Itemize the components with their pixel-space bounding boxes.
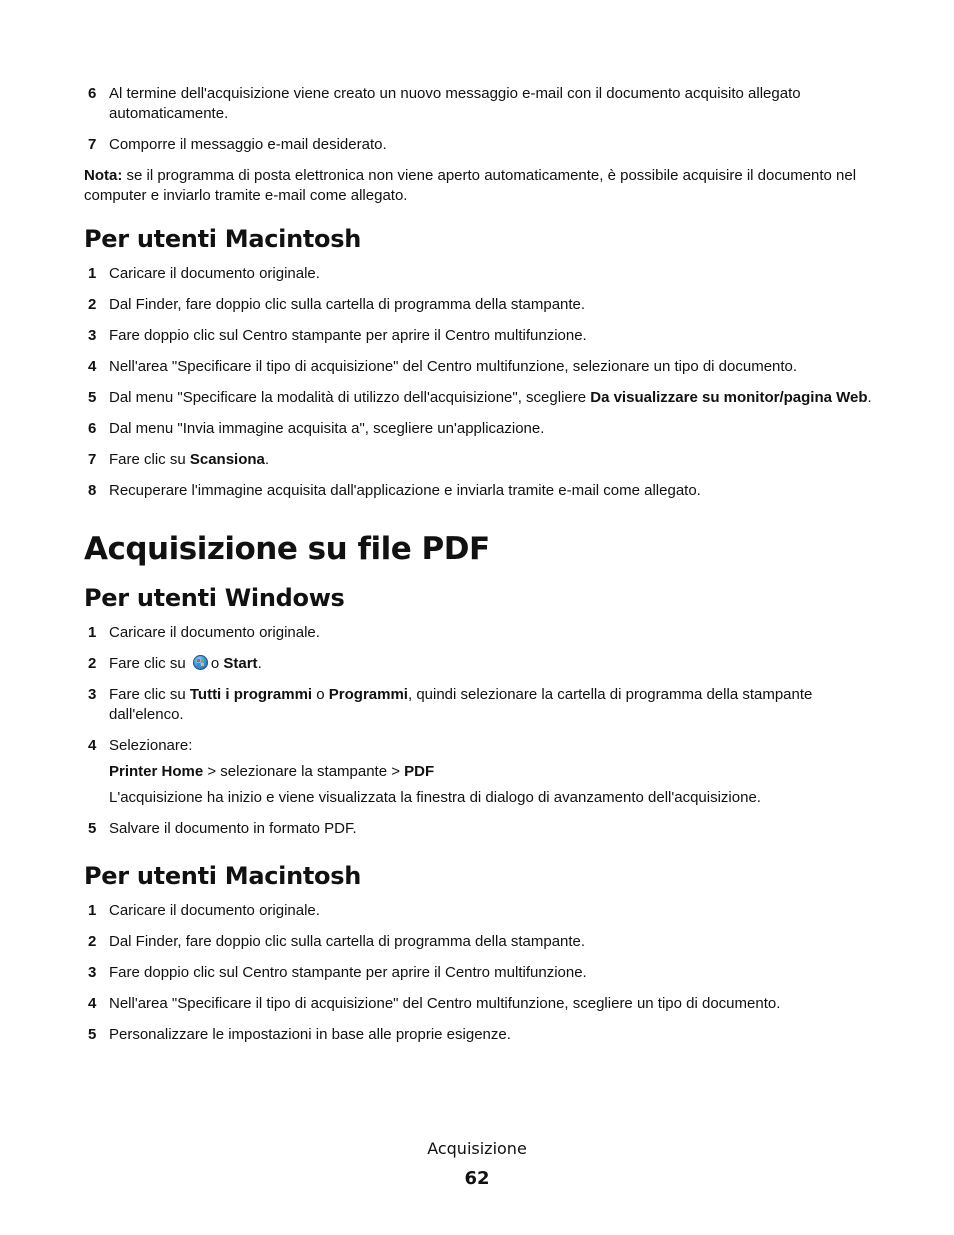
step-text-part: , quindi selezionare la cartella di programma della stampante dall'elenco. bbox=[109, 686, 813, 723]
win-step-4 bbox=[84, 736, 874, 808]
windows-start-icon bbox=[193, 655, 208, 670]
mac1-step-3 bbox=[84, 326, 874, 346]
step-text: Nell'area "Specificare il tipo di acquisizione" del Centro multifunzione, scegliere un tipo di documento. bbox=[109, 995, 781, 1012]
win-step-2 bbox=[84, 654, 874, 674]
step-bold-term: Printer Home bbox=[109, 763, 204, 780]
mac1-step-1 bbox=[84, 264, 874, 284]
mac1-step-8 bbox=[84, 481, 874, 501]
step-text: Caricare il documento originale. bbox=[109, 624, 320, 641]
step-number: 6 bbox=[88, 420, 97, 437]
step-text: Dal Finder, fare doppio clic sulla cartella di programma della stampante. bbox=[109, 933, 586, 950]
step-text: Dal menu "Invia immagine acquisita a", scegliere un'applicazione. bbox=[109, 420, 545, 437]
step-text: Recuperare l'immagine acquisita dall'applicazione e inviarla tramite e-mail come allegato. bbox=[109, 482, 701, 499]
step-text bbox=[109, 685, 874, 725]
step-text-part: Dal menu "Specificare la modalità di utilizzo dell'acquisizione", scegliere bbox=[109, 389, 591, 406]
step-number: 1 bbox=[88, 624, 97, 641]
step-bold-term: Tutti i programmi bbox=[189, 686, 313, 703]
step-number: 2 bbox=[88, 655, 97, 672]
step-text-part: . bbox=[867, 389, 872, 406]
mac2-step-1 bbox=[84, 901, 874, 921]
step-text bbox=[109, 450, 874, 470]
step-text: Nell'area "Specificare il tipo di acquisizione" del Centro multifunzione, selezionare un tipo di documento. bbox=[109, 358, 798, 375]
step-text bbox=[109, 654, 874, 674]
step-number: 1 bbox=[88, 902, 97, 919]
step-7 bbox=[84, 135, 874, 155]
page-number: 62 bbox=[464, 1168, 490, 1189]
note-text: se il programma di posta elettronica non viene aperto automaticamente, è possibile acquisire il documento nel computer e inviarlo tramite e-mail come allegato. bbox=[84, 167, 857, 204]
footer-section-label: Acquisizione bbox=[427, 1139, 527, 1158]
step-text-part: Fare clic su bbox=[109, 451, 190, 468]
mac2-step-3 bbox=[84, 963, 874, 983]
step-number: 6 bbox=[88, 85, 97, 102]
document-page bbox=[84, 84, 874, 1056]
step-text: Comporre il messaggio e-mail desiderato. bbox=[109, 136, 387, 153]
section-heading-macintosh-pdf: Per utenti Macintosh bbox=[84, 862, 361, 890]
section-heading-macintosh: Per utenti Macintosh bbox=[84, 225, 361, 253]
step-text bbox=[109, 388, 874, 408]
win-step-3 bbox=[84, 685, 874, 725]
step-bold-term: Da visualizzare su monitor/pagina Web bbox=[590, 389, 868, 406]
step-bold-term: PDF bbox=[404, 763, 435, 780]
step-number: 2 bbox=[88, 296, 97, 313]
step-bold-term: Scansiona bbox=[189, 451, 265, 468]
step-text: Personalizzare le impostazioni in base alle proprie esigenze. bbox=[109, 1026, 511, 1043]
win-step-1 bbox=[84, 623, 874, 643]
step-number: 3 bbox=[88, 964, 97, 981]
mac1-step-4 bbox=[84, 357, 874, 377]
step-bold-term: Start bbox=[223, 655, 258, 672]
step-number: 4 bbox=[88, 358, 97, 375]
step-number: 3 bbox=[88, 327, 97, 344]
mac2-step-2 bbox=[84, 932, 874, 952]
step-text-part: o bbox=[312, 686, 329, 703]
step-number: 4 bbox=[88, 995, 97, 1012]
win-step-5 bbox=[84, 819, 874, 839]
step-text: Fare doppio clic sul Centro stampante per aprire il Centro multifunzione. bbox=[109, 327, 587, 344]
step-text: Dal Finder, fare doppio clic sulla cartella di programma della stampante. bbox=[109, 296, 586, 313]
chapter-title: Acquisizione su file PDF bbox=[84, 531, 490, 567]
step-text-part: . bbox=[257, 655, 262, 672]
step-number: 1 bbox=[88, 265, 97, 282]
mac1-step-2 bbox=[84, 295, 874, 315]
step-text-part: . bbox=[264, 451, 270, 468]
step-text: Selezionare: bbox=[109, 737, 193, 754]
step-number: 8 bbox=[88, 482, 97, 499]
mac1-step-5 bbox=[84, 388, 874, 408]
note bbox=[84, 166, 874, 206]
mac2-step-4 bbox=[84, 994, 874, 1014]
step-text: Caricare il documento originale. bbox=[109, 902, 320, 919]
note-label: Nota: bbox=[84, 167, 123, 184]
step-6 bbox=[84, 84, 874, 124]
mac1-step-7 bbox=[84, 450, 874, 470]
step-text-part: Fare clic su bbox=[109, 686, 190, 703]
step-text-part: o bbox=[210, 655, 224, 672]
mac1-step-6 bbox=[84, 419, 874, 439]
step-number: 7 bbox=[88, 136, 97, 153]
step-text: Salvare il documento in formato PDF. bbox=[109, 820, 357, 837]
mac2-step-5 bbox=[84, 1025, 874, 1045]
step-text: Al termine dell'acquisizione viene creato un nuovo messaggio e-mail con il documento acquisito allegato automaticamente. bbox=[109, 85, 801, 122]
step-bold-term: Programmi bbox=[328, 686, 408, 703]
step-text: Caricare il documento originale. bbox=[109, 265, 320, 282]
step-text-part: > selezionare la stampante > bbox=[203, 763, 405, 780]
step-number: 2 bbox=[88, 933, 97, 950]
step-number: 5 bbox=[88, 820, 97, 837]
step-number: 4 bbox=[88, 737, 97, 754]
step-text-part: Fare clic su bbox=[109, 655, 190, 672]
step-text: Fare doppio clic sul Centro stampante per aprire il Centro multifunzione. bbox=[109, 964, 587, 981]
step-number: 5 bbox=[88, 389, 97, 406]
step-number: 3 bbox=[88, 686, 97, 703]
menu-path bbox=[109, 762, 874, 782]
step-info: L'acquisizione ha inizio e viene visualizzata la finestra di dialogo di avanzamento dell'acquisizione. bbox=[109, 789, 761, 806]
section-heading-windows: Per utenti Windows bbox=[84, 584, 345, 612]
step-number: 7 bbox=[88, 451, 97, 468]
page-footer bbox=[0, 1138, 954, 1192]
step-number: 5 bbox=[88, 1026, 97, 1043]
